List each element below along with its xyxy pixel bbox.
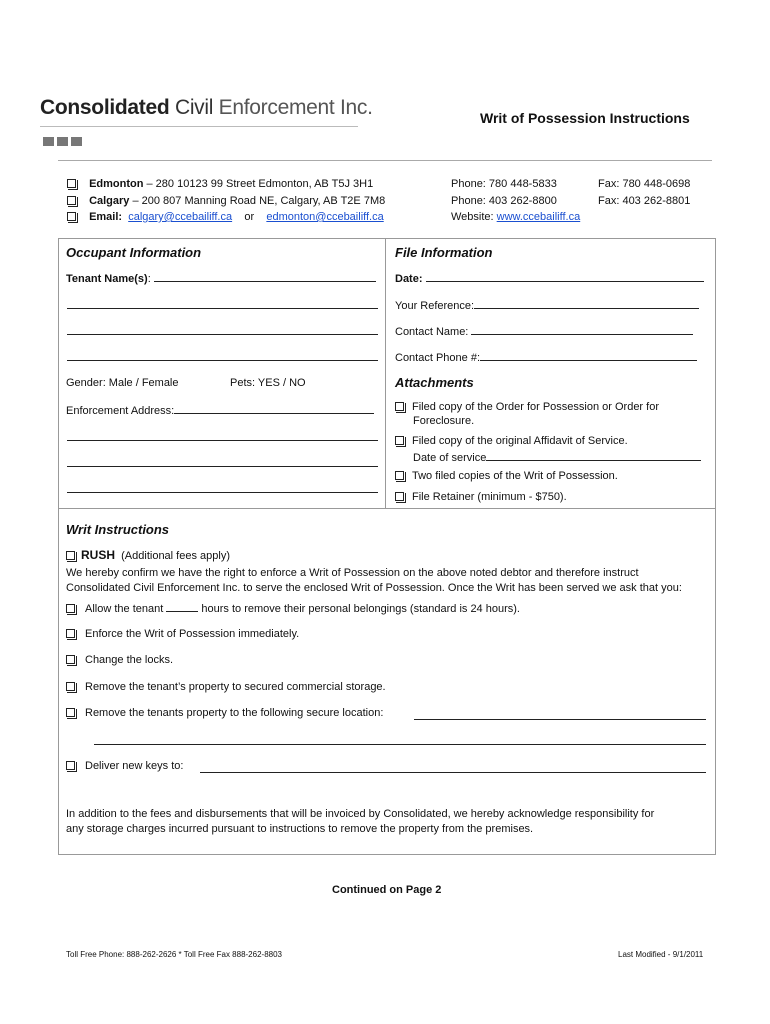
checkbox-icon[interactable] [395,436,404,445]
logo-word-consolidated: Consolidated [40,96,170,119]
option-deliver-keys[interactable] [66,760,183,772]
contact-name-label: Contact Name: [395,326,469,338]
edmonton-fax: Fax: 780 448-0698 [598,178,691,190]
edmonton-label: Edmonton [89,178,144,190]
section-divider [58,508,716,509]
checkbox-icon[interactable] [66,708,75,717]
writ-paragraph-line1: We hereby confirm we have the right to enforce a Writ of Possession on the above noted debtor and therefore instruct [66,567,639,579]
logo-underline [40,126,358,127]
contact-email [67,211,384,223]
checkbox-icon[interactable] [66,551,75,560]
gender-field[interactable]: Gender: Male / Female [66,377,179,389]
enforcement-address-field[interactable] [66,403,374,417]
address-line-4[interactable] [67,492,378,493]
header-divider [58,160,712,161]
tenant-name-label: Tenant Name(s) [66,273,148,285]
edmonton-address: – 280 10123 99 Street Edmonton, AB T5J 3H1 [143,178,374,190]
tenant-name-line[interactable] [154,271,376,282]
option-secured-storage-label: Remove the tenant’s property to secured commercial storage. [85,681,386,693]
contact-edmonton [67,178,373,190]
acknowledgement-line2: any storage charges incurred pursuant to instructions to remove the property from the premises. [66,823,534,835]
option-allow-tenant-hours[interactable] [66,601,520,615]
attachment-writ-copies-label: Two filed copies of the Writ of Possession. [412,470,618,482]
attachment-retainer-label: File Retainer (minimum - $750). [412,491,567,503]
checkbox-icon[interactable] [67,212,76,221]
calgary-address: – 200 807 Manning Road NE, Calgary, AB T2E 7M8 [129,195,386,207]
option-change-locks-label: Change the locks. [85,654,174,666]
edmonton-phone: Phone: 780 448-5833 [451,178,557,190]
logo-word-enforcement: Enforcement Inc. [218,96,373,119]
date-field[interactable] [395,271,704,285]
checkbox-icon[interactable] [66,682,75,691]
contact-phone-line[interactable] [480,350,697,361]
website-label: Website: [451,211,494,223]
occupant-section-title: Occupant Information [66,245,202,260]
email-calgary-link[interactable]: calgary@ccebailiff.ca [128,211,233,223]
checkbox-icon[interactable] [67,196,76,205]
date-line[interactable] [426,271,704,282]
tenant-line-3[interactable] [67,334,378,335]
pets-field[interactable]: Pets: YES / NO [230,377,306,389]
enforcement-address-line[interactable] [174,403,374,414]
file-section-title: File Information [395,245,493,260]
email-edmonton-link[interactable]: edmonton@ccebailiff.ca [266,211,384,223]
calgary-fax: Fax: 403 262-8801 [598,195,691,207]
checkbox-icon[interactable] [395,402,404,411]
attachment-order[interactable] [395,401,659,413]
your-reference-field[interactable] [395,298,699,312]
option-deliver-keys-label: Deliver new keys to: [85,760,184,772]
contact-calgary [67,195,385,207]
option-change-locks[interactable] [66,654,173,666]
website-link[interactable]: www.ccebailiff.ca [496,211,581,223]
enforcement-address-label: Enforcement Address: [66,405,175,417]
logo-word-civil: Civil [174,96,214,119]
checkbox-icon[interactable] [66,604,75,613]
email-or: or [244,211,255,223]
option-allow-tenant-a: Allow the tenant [85,603,164,615]
tenant-line-2[interactable] [67,308,378,309]
date-of-service-label: Date of service [413,452,487,464]
continued-note: Continued on Page 2 [332,884,442,896]
option-enforce-immediately[interactable] [66,628,299,640]
footer-toll-free: Toll Free Phone: 888-262-2626 * Toll Free Fax 888-262-8803 [66,950,282,959]
writ-paragraph-line2: Consolidated Civil Enforcement Inc. to serve the enclosed Writ of Possession. Once the Writ has been served we ask that you: [66,582,682,594]
footer-last-modified: Last Modified - 9/1/2011 [618,950,704,959]
secure-location-line-2[interactable] [94,744,706,745]
date-of-service-field[interactable] [413,450,701,464]
option-enforce-label: Enforce the Writ of Possession immediately. [85,628,300,640]
checkbox-icon[interactable] [66,629,75,638]
rush-note: (Additional fees apply) [121,550,230,562]
date-label: Date: [395,273,423,285]
your-reference-label: Your Reference: [395,300,475,312]
deliver-keys-line[interactable] [200,772,706,773]
attachment-retainer[interactable] [395,491,567,503]
checkbox-icon[interactable] [66,655,75,664]
option-secure-location-label: Remove the tenants property to the following secure location: [85,707,384,719]
contact-name-field[interactable] [395,324,693,338]
attachment-order-line1: Filed copy of the Order for Possession or Order for [412,401,659,413]
address-line-2[interactable] [67,440,378,441]
secure-location-line-1[interactable] [414,719,706,720]
checkbox-icon[interactable] [67,179,76,188]
contact-name-line[interactable] [471,324,693,335]
option-secure-location[interactable] [66,707,383,719]
tenant-name-colon: : [147,273,151,285]
option-allow-tenant-b: hours to remove their personal belongings (standard is 24 hours). [201,603,520,615]
rush-label: RUSH [81,548,116,562]
tenant-name-field[interactable] [66,271,376,285]
acknowledgement-line1: In addition to the fees and disbursements that will be invoiced by Consolidated, we hereby acknowledge responsibility for [66,808,655,820]
rush-option[interactable] [66,548,230,562]
tenant-line-4[interactable] [67,360,378,361]
checkbox-icon[interactable] [395,492,404,501]
your-reference-line[interactable] [474,298,699,309]
attachment-order-line2: Foreclosure. [413,415,475,427]
writ-section-title: Writ Instructions [66,522,170,537]
attachments-section-title: Attachments [395,375,474,390]
address-line-3[interactable] [67,466,378,467]
company-logo [40,96,373,120]
document-title: Writ of Possession Instructions [480,110,690,126]
hours-blank[interactable] [166,601,198,612]
option-secured-storage[interactable] [66,681,386,693]
calgary-phone: Phone: 403 262-8800 [451,195,557,207]
email-label: Email: [89,211,123,223]
attachment-writ-copies[interactable] [395,470,618,482]
contact-phone-field[interactable] [395,350,697,364]
attachment-affidavit-line1: Filed copy of the original Affidavit of Service. [412,435,628,447]
checkbox-icon[interactable] [395,471,404,480]
checkbox-icon[interactable] [66,761,75,770]
date-of-service-line[interactable] [486,450,701,461]
column-divider [385,238,386,508]
website [451,211,580,223]
contact-phone-label: Contact Phone #: [395,352,481,364]
calgary-label: Calgary [89,195,130,207]
attachment-affidavit[interactable] [395,435,628,447]
